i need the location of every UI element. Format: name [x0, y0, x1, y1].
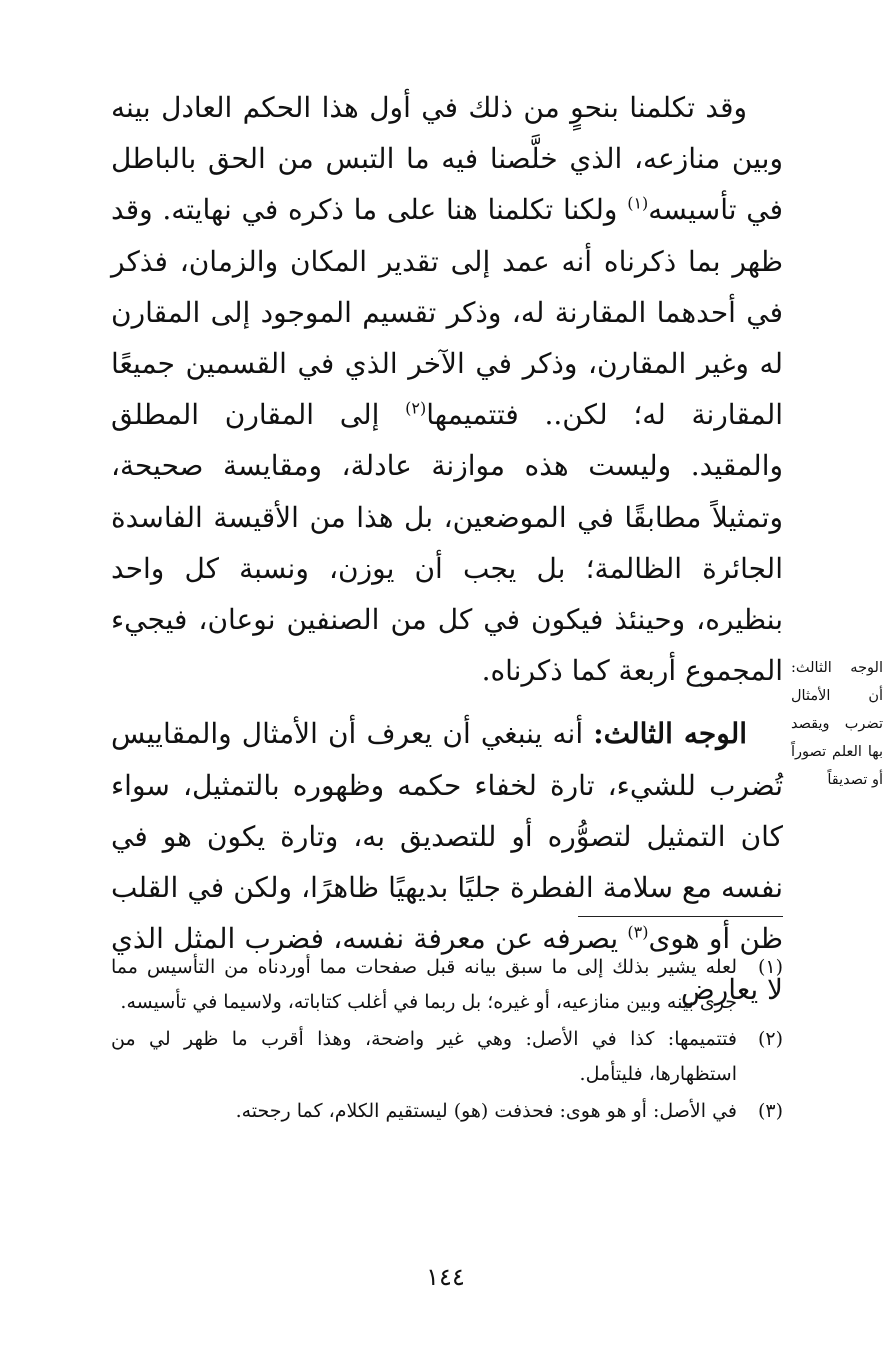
- footnote-number: (٢): [757, 1028, 783, 1050]
- footnote-number: (٣): [757, 1100, 783, 1122]
- paragraph-1: [111, 82, 783, 696]
- section-heading-third-aspect: الوجه الثالث:: [593, 717, 747, 751]
- footnote-3: [111, 1094, 783, 1129]
- paragraph-1-part-b: ولكنا تكلمنا هنا على ما ذكره في نهايته. وقد ظهر بما ذكرناه أنه عمد إلى تقدير المكان والزمان، فذكر في أحدهما المقارنة له، وذكر تقسيم الموجود إلى المقارن له وغير المقارن، وذكر في الآخر الذي في القسمين جميعًا المقارنة له؛ لكن.. فتتميمها: [111, 193, 783, 432]
- page-number: ١٤٤: [426, 1263, 465, 1291]
- footnote-2: [111, 1022, 783, 1092]
- footnote-number: (١): [757, 956, 783, 978]
- paragraph-2-part-a: أنه ينبغي أن يعرف أن الأمثال والمقاييس تُضرب للشيء، تارة لخفاء حكمه وظهوره بالتمثيل، سواء كان التمثيل لتصوُّره أو للتصديق به، وتارة يكون هو في نفسه مع سلامة الفطرة جليًا بديهيًا ظاهرًا، ولكن في القلب ظن أو هوى: [111, 717, 783, 956]
- main-text: [111, 82, 783, 1016]
- paragraph-2-part-b: يصرفه عن معرفة نفسه، فضرب المثل الذي لا يعارض: [111, 922, 783, 1007]
- footnote-text: لعله يشير بذلك إلى ما سبق بيانه قبل صفحات مما أوردناه من التأسيس مما جرى بينه وبين منازعيه، أو غيره؛ بل ربما في أغلب كتاباته، ولاسيما في تأسيسه.: [111, 956, 737, 1013]
- footnote-divider: [578, 916, 783, 917]
- paragraph-1-part-a: وقد تكلمنا بنحوٍ من ذلك في أول هذا الحكم العادل بينه وبين منازعه، الذي خلَّصنا فيه ما التبس من الحق بالباطل في تأسيسه: [111, 91, 783, 227]
- footnote-ref-2: (٢): [405, 398, 427, 418]
- footnote-text: في الأصل: أو هو هوى: فحذفت (هو) ليستقيم الكلام، كما رجحته.: [235, 1100, 737, 1122]
- footnotes: [111, 950, 783, 1131]
- paragraph-1-part-c: إلى المقارن المطلق والمقيد. وليست هذه موازنة عادلة، ومقايسة صحيحة، وتمثيلاً مطابقًا في الموضعين، بل هذا من الأقيسة الفاسدة الجائرة الظالمة؛ بل يجب أن يوزن، ونسبة كل واحد بنظيره، وحينئذ فيكون في كل من الصنفين نوعان، فيجيء المجموع أربعة كما ذكرناه.: [111, 398, 783, 688]
- footnote-ref-3: (٣): [627, 922, 649, 942]
- footnote-text: فتتميمها: كذا في الأصل: وهي غير واضحة، وهذا أقرب ما ظهر لي من استظهارها، فليتأمل.: [111, 1028, 737, 1085]
- footnote-ref-1: (١): [627, 194, 649, 214]
- footnote-1: [111, 950, 783, 1020]
- margin-note: الوجه الثالث: أن الأمثال تضرب ويقصد بها العلم تصوراً أو تصديقاً: [791, 660, 883, 788]
